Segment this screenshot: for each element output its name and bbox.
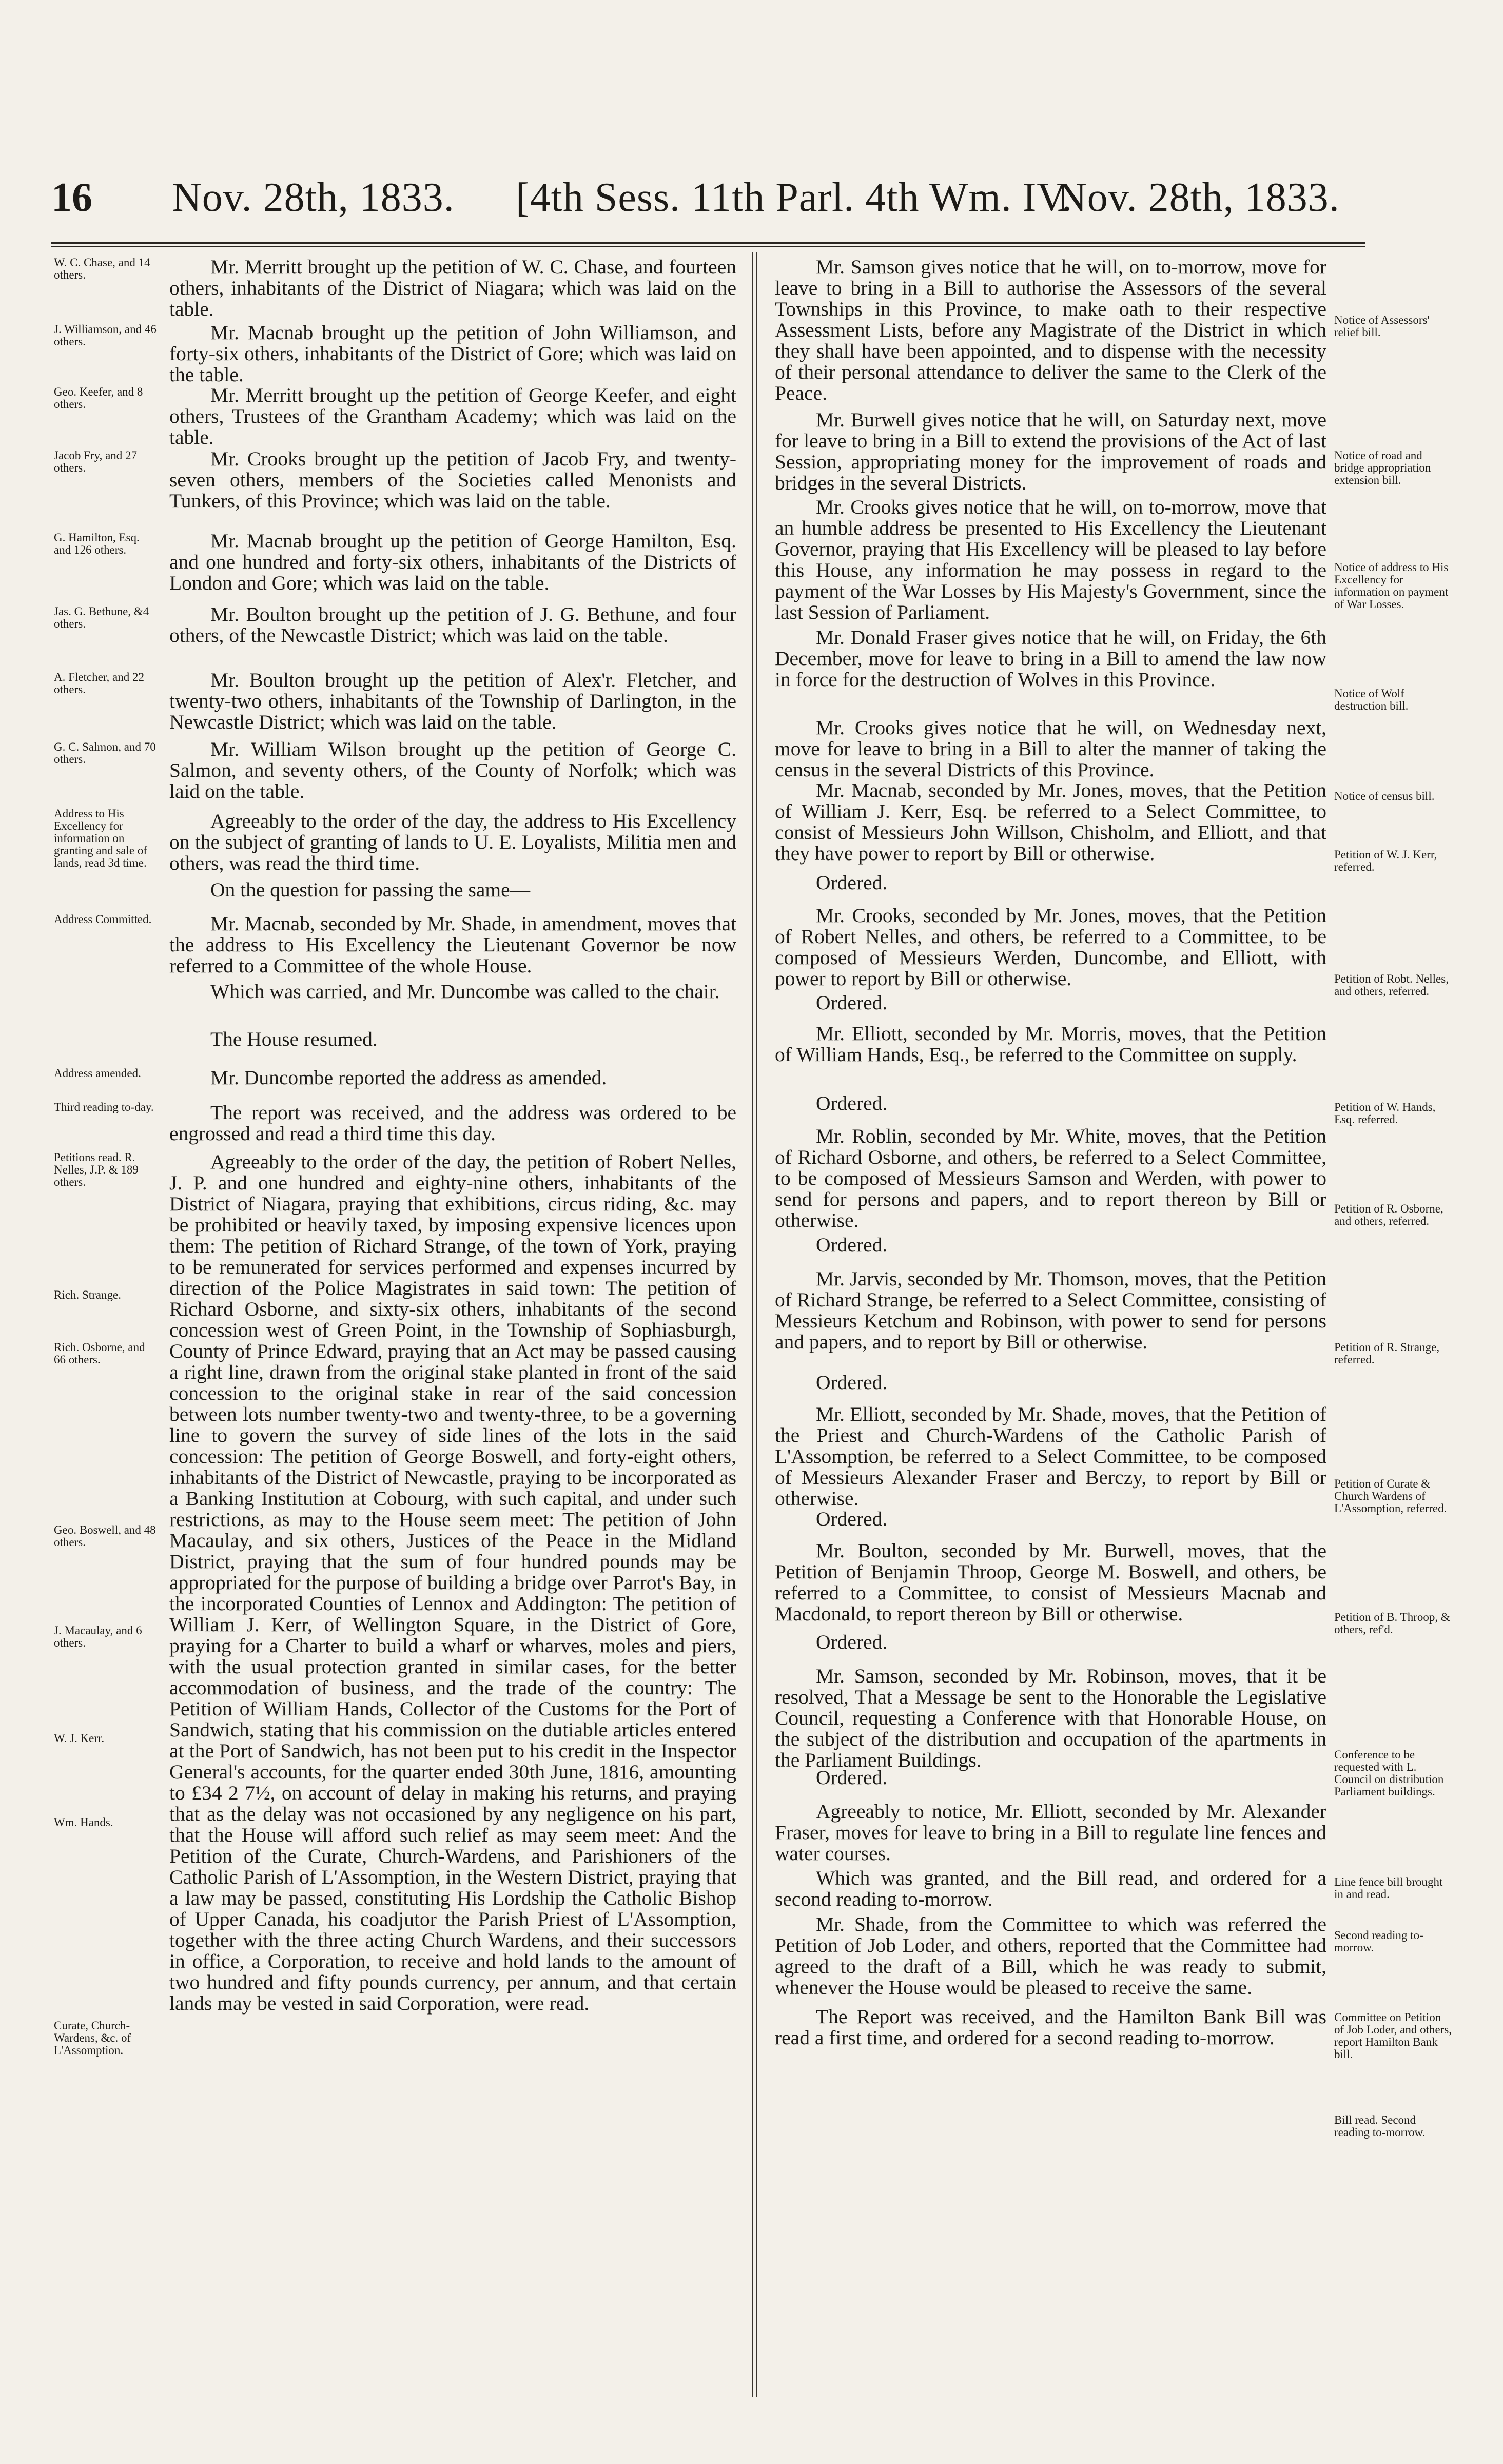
paragraph: Mr. Macnab, seconded by Mr. Shade, in amendment, moves that the address to His Excellency the Lieutenant Governor be now referred to a Committee of the whole House. [169,912,736,977]
ordered-line: Ordered. [816,871,888,894]
paragraph: Mr. Duncombe reported the address as amended. [210,1066,607,1089]
paragraph: The House resumed. [210,1028,378,1050]
paragraph: Mr. Crooks gives notice that he will, on Wednesday next, move for leave to bring in a Bill to alter the manner of taking the census in the several Districts of this Province. [775,716,1326,781]
margin-note: Petition of Curate & Church Wardens of L'Assomption, referred. [1334,1477,1447,1515]
paragraph: Agreeably to the order of the day, the address to His Excellency on the subject of granting of lands to U. E. Loyalists, Militia men and others, was read the third time. [169,810,736,874]
margin-note: Bill read. Second reading to-morrow. [1334,2114,1426,2139]
paragraph: Mr. Macnab, seconded by Mr. Jones, moves, that the Petition of William J. Kerr, Esq. be referred to a Select Committee, to consist of Messieurs John Willson, Chisholm, and Elliott, and that they have power to report by Bill or otherwise. [775,779,1326,865]
margin-note: Petition of Robt. Nelles, and others, referred. [1334,972,1449,998]
ordered-line: Ordered. [816,1766,888,1789]
ordered-line: Ordered. [816,1371,888,1394]
ordered-line: Ordered. [816,1508,888,1530]
margin-note: G. Hamilton, Esq. and 126 others. [54,531,140,556]
margin-note: Petition of W. Hands, Esq. referred. [1334,1101,1436,1126]
margin-note: Rich. Osborne, and 66 others. [54,1341,145,1366]
margin-note: Notice of Assessors' relief bill. [1334,314,1430,339]
paragraph: Mr. Crooks gives notice that he will, on to-morrow, move that an humble address be presented to His Excellency the Lieutenant Governor, praying that His Excellency will be pleased to lay before this House, any information he may possess in regard to the payment of the War Losses by His Majesty's Government, since the last Session of Parliament. [775,496,1326,623]
margin-note: Geo. Keefer, and 8 others. [54,385,143,410]
margin-note: Geo. Boswell, and 48 others. [54,1523,156,1549]
header-date-left: Nov. 28th, 1833. [172,175,455,220]
paragraph: The report was received, and the address was ordered to be engrossed and read a third time this day. [169,1101,736,1145]
margin-note: Notice of Wolf destruction bill. [1334,687,1409,712]
paragraph: Mr. William Wilson brought up the petition of George C. Salmon, and seventy others, of the County of Norfolk; which was laid on the table. [169,738,736,803]
column-divider-thin [756,252,757,2397]
margin-note: W. J. Kerr. [54,1732,105,1745]
margin-note: Address amended. [54,1067,141,1080]
paragraph: Mr. Crooks, seconded by Mr. Jones, moves, that the Petition of Robert Nelles, and others, be referred to a Committee, to be composed of Messieurs Werden, Duncombe, and Elliott, with power to report by Bill or otherwise. [775,904,1326,990]
margin-note: Rich. Strange. [54,1288,121,1301]
margin-note: Wm. Hands. [54,1816,113,1829]
paragraph: Mr. Boulton brought up the petition of Alex'r. Fletcher, and twenty-two others, inhabitants of the Township of Darlington, in the Newcastle District; which was laid on the table. [169,669,736,733]
margin-note: Jacob Fry, and 27 others. [54,449,138,474]
margin-note: Notice of census bill. [1334,790,1435,803]
header-date-right: Nov. 28th, 1833. [1057,175,1340,220]
margin-note: G. C. Salmon, and 70 others. [54,740,156,766]
margin-note: Address to His Excellency for information on granting and sale of lands, read 3d time. [54,807,148,869]
margin-note: Third reading to-day. [54,1101,154,1113]
margin-note: J. Macaulay, and 6 others. [54,1624,142,1649]
page-header [51,174,1365,231]
margin-note: Second reading to-morrow. [1334,1929,1423,1954]
margin-note: Address Committed. [54,913,152,926]
ordered-line: Ordered. [816,1631,888,1653]
header-rule-thin [51,246,1365,247]
ordered-line: Ordered. [816,1234,888,1256]
paragraph: Mr. Merritt brought up the petition of George Keefer, and eight others, Trustees of the Grantham Academy; which was laid on the table. [169,384,736,448]
paragraph: Mr. Merritt brought up the petition of W. C. Chase, and fourteen others, inhabitants of the District of Niagara; which was laid on the table. [169,256,736,320]
margin-note: W. C. Chase, and 14 others. [54,256,150,281]
margin-note: J. Williamson, and 46 others. [54,323,157,348]
paragraph: Which was granted, and the Bill read, and ordered for a second reading to-morrow. [775,1867,1326,1910]
paragraph: Mr. Samson gives notice that he will, on to-morrow, move for leave to bring in a Bill to authorise the Assessors of the several Townships in this Province, to make oath to their respective Assessment Lists, before any Magistrate of the District in which they shall have been appointed, and to dispense with the necessity of their personal attendance to deliver the same to the Clerk of the Peace. [775,256,1326,404]
paragraph: Mr. Boulton, seconded by Mr. Burwell, moves, that the Petition of Benjamin Throop, George M. Boswell, and others, be referred to a Committee, to consist of Messieurs Macnab and Macdonald, to report thereon by Bill or otherwise. [775,1539,1326,1625]
margin-note: Notice of address to His Excellency for information on payment of War Losses. [1334,561,1449,611]
paragraph: Mr. Roblin, seconded by Mr. White, moves, that the Petition of Richard Osborne, and others, be referred to a Select Committee, to be composed of Messieurs Samson and Werden, with power to send for persons and papers, and to report thereon by Bill or otherwise. [775,1125,1326,1231]
paragraph: On the question for passing the same— [210,878,531,901]
margin-note: Petition of R. Strange, referred. [1334,1341,1440,1366]
paragraph: Mr. Burwell gives notice that he will, on Saturday next, move for leave to bring in a Bill to extend the provisions of the Act of last Session, appropriating money for the improvement of roads and bridges in the several Districts. [775,408,1326,494]
paragraph: Mr. Macnab brought up the petition of George Hamilton, Esq. and one hundred and forty-six others, inhabitants of the Districts of London and Gore; which was laid on the table. [169,530,736,594]
paragraph: Mr. Macnab brought up the petition of John Williamson, and forty-six others, inhabitants of the District of Gore; which was laid on the table. [169,321,736,386]
margin-note: Jas. G. Bethune, &4 others. [54,605,149,630]
page-number: 16 [51,175,92,220]
paragraph: Mr. Shade, from the Committee to which was referred the Petition of Job Loder, and others, reported that the Committee had agreed to the draft of a Bill, which he was ready to submit, whenever the House would be pleased to receive the same. [775,1913,1326,1999]
header-rule [51,242,1365,244]
margin-note: Curate, Church-Wardens, &c. of L'Assomption. [54,2019,131,2057]
column-divider [752,252,753,2397]
margin-note: Petition of R. Osborne, and others, referred. [1334,1202,1443,1227]
paragraph: Mr. Crooks brought up the petition of Jacob Fry, and twenty-seven others, members of the Societies called Menonists and Tunkers, of this Province; which was laid on the table. [169,447,736,512]
margin-note: Committee on Petition of Job Loder, and others, report Hamilton Bank bill. [1334,2011,1452,2061]
paragraph: Agreeably to the order of the day, the petition of Robert Nelles, J. P. and one hundred and eighty-nine others, inhabitants of the District of Niagara, praying that exhibitions, circus riding, &c. may be prohibited or heavily taxed, by imposing expensive licences upon them: The petition of Richard Strange, of the town of York, praying to be remunerated for services performed and expenses incurred by direction of the Police Magistrates in said town: The petition of Richard Osborne, and sixty-six others, inhabitants of the second concession west of Green Point, in the Township of Sophiasburgh, County of Prince Edward, praying that an Act may be passed causing a right line, drawn from the original stake planted in front of the said concession to the original stake in rear of the said concession between lots number twenty-two and twenty-three, to be a governing line to govern the survey of side lines of the lots in the said concession: The petition of George Boswell, and forty-eight others, inhabitants of the District of Newcastle, praying to be incorporated as a Banking Institution at Cobourg, with such capital, and under such restrictions, as may to the House seem meet: The petition of John Macaulay, and six others, Justices of the Peace in the Midland District, praying that the sum of four hundred pounds may be appropriated for the purpose of building a bridge over Parrot's Bay, in the incorporated Counties of Lennox and Addington: The petition of William J. Kerr, of Wellington Square, in the District of Gore, praying for a Charter to build a wharf or wharves, moles and piers, with the usual protection granted in similar cases, for the better accommodation of business, and the trade of the country: The Petition of William Hands, Collector of the Customs for the Port of Sandwich, stating that his commission on the dutiable articles entered at the Port of Sandwich, has not been put to his credit in the Inspector General's accounts, for the quarter ended 30th June, 1816, amounting to £34 2 7½, on account of delay in making his returns, and praying that as the delay was not occasioned by any negligence on his part, that the House will afford such relief as may seem meet: And the Petition of the Curate, Church-Wardens, and Parishioners of the Catholic Parish of L'Assomption, in the Western District, praying that a law may be passed, constituting His Lordship the Catholic Bishop of Upper Canada, his coadjutor the Parish Priest of L'Assomption, together with the three acting Church Wardens, and their successors in office, a Corporation, to receive and hold lands to the amount of two hundred and fifty pounds currency, per annum, and that certain lands may be vested in said Corporation, were read. [169,1150,736,2015]
paragraph: The Report was received, and the Hamilton Bank Bill was read a first time, and ordered for a second reading to-morrow. [775,2005,1326,2049]
paragraph: Mr. Samson, seconded by Mr. Robinson, moves, that it be resolved, That a Message be sent to the Honorable the Legislative Council, requesting a Conference with that Honorable House, on the subject of the distribution and occupation of the apartments in the Parliament Buildings. [775,1665,1326,1771]
paragraph: Which was carried, and Mr. Duncombe was called to the chair. [210,980,720,1003]
ordered-line: Ordered. [816,1092,888,1114]
paragraph: Mr. Boulton brought up the petition of J. G. Bethune, and four others, of the Newcastle District; which was laid on the table. [169,603,736,647]
margin-note: Line fence bill brought in and read. [1334,1875,1443,1901]
margin-note: Petition of B. Throop, & others, ref'd. [1334,1611,1450,1636]
paragraph: Mr. Elliott, seconded by Mr. Morris, moves, that the Petition of William Hands, Esq., be referred to the Committee on supply. [775,1022,1326,1066]
paragraph: Mr. Elliott, seconded by Mr. Shade, moves, that the Petition of the Priest and Church-Wardens of the Catholic Parish of L'Assomption, be referred to a Select Committee, to be composed of Messieurs Alexander Fraser and Berczy, to report by Bill or otherwise. [775,1403,1326,1510]
margin-note: Notice of road and bridge appropriation extension bill. [1334,449,1431,486]
paragraph: Mr. Jarvis, seconded by Mr. Thomson, moves, that the Petition of Richard Strange, be referred to a Select Committee, consisting of Messieurs Ketchum and Robinson, with power to send for persons and papers, and to report by Bill or otherwise. [775,1267,1326,1353]
paragraph: Mr. Donald Fraser gives notice that he will, on Friday, the 6th December, move for leave to bring in a Bill to amend the law now in force for the destruction of Wolves in this Province. [775,626,1326,691]
paragraph: Agreeably to notice, Mr. Elliott, seconded by Mr. Alexander Fraser, moves for leave to bring in a Bill to regulate line fences and water courses. [775,1800,1326,1865]
ordered-line: Ordered. [816,991,888,1014]
header-session: [4th Sess. 11th Parl. 4th Wm. IV. [516,175,1072,220]
margin-note: Petitions read. R. Nelles, J.P. & 189 others. [54,1151,139,1188]
margin-note: Conference to be requested with L. Council on distribution Parliament buildings. [1334,1748,1444,1798]
margin-note: A. Fletcher, and 22 others. [54,671,145,696]
margin-note: Petition of W. J. Kerr, referred. [1334,848,1437,873]
